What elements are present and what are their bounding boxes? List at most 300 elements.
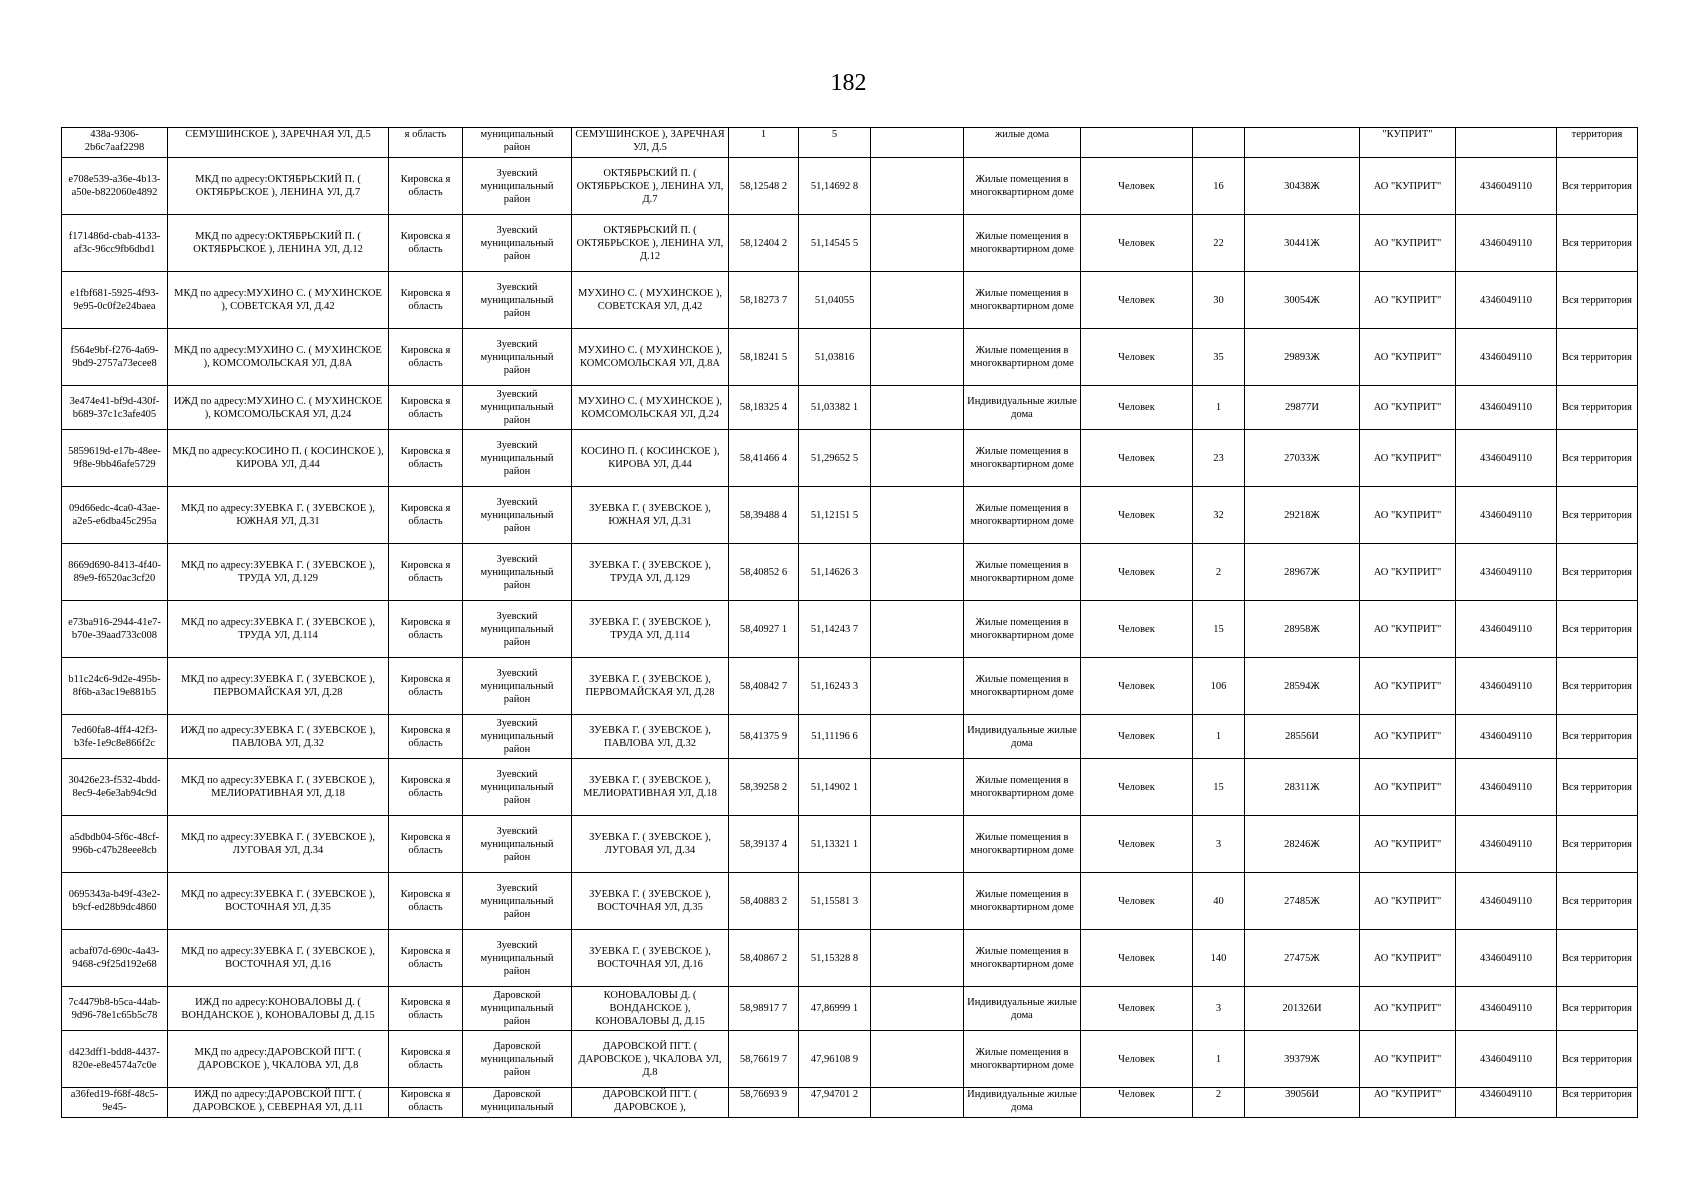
cell-lon: 47,86999 1: [799, 987, 871, 1031]
cell-address: МКД по адресу:МУХИНО С. ( МУХИНСКОЕ ), КОМСОМОЛЬСКАЯ УЛ, Д.8А: [168, 329, 389, 386]
cell-type: Жилые помещения в многоквартирном доме: [964, 658, 1081, 715]
cell-id: e73ba916-2944-41e7-b70e-39aad733c008: [62, 601, 168, 658]
cell-id: a5dbdb04-5f6c-48cf-996b-c47b28eee8cb: [62, 816, 168, 873]
cell-lat: 58,40852 6: [729, 544, 799, 601]
cell-region: Кировска я область: [389, 1031, 463, 1088]
cell-location: ЗУЕВКА Г. ( ЗУЕВСКОЕ ), ВОСТОЧНАЯ УЛ, Д.35: [572, 873, 729, 930]
cell-inn: 4346049110: [1456, 930, 1557, 987]
cell-district: Зуевский муниципальный район: [463, 272, 572, 329]
table-row: [62, 487, 1638, 544]
cell-unit: Человек: [1081, 816, 1193, 873]
cell-location: ЗУЕВКА Г. ( ЗУЕВСКОЕ ), ЮЖНАЯ УЛ, Д.31: [572, 487, 729, 544]
cell-address: МКД по адресу:ЗУЕВКА Г. ( ЗУЕВСКОЕ ), ТРУДА УЛ, Д.114: [168, 601, 389, 658]
cell-location: ЗУЕВКА Г. ( ЗУЕВСКОЕ ), МЕЛИОРАТИВНАЯ УЛ, Д.18: [572, 759, 729, 816]
cell-district: Зуевский муниципальный район: [463, 158, 572, 215]
cell-region: Кировска я область: [389, 272, 463, 329]
cell-code: 30441Ж: [1245, 215, 1360, 272]
cell-lon: 51,14626 3: [799, 544, 871, 601]
cell-lon: 5: [799, 128, 871, 158]
cell-id: 09d66edc-4ca0-43ae-a2e5-e6dba45c295a: [62, 487, 168, 544]
cell-id: 7c4479b8-b5ca-44ab-9d96-78e1c65b5c78: [62, 987, 168, 1031]
cell-type: Жилые помещения в многоквартирном доме: [964, 215, 1081, 272]
cell-id: e708e539-a36e-4b13-a50e-b822060e4892: [62, 158, 168, 215]
cell-unit: Человек: [1081, 386, 1193, 430]
cell-location: КОНОВАЛОВЫ Д. ( ВОНДАНСКОЕ ), КОНОВАЛОВЫ Д, Д.15: [572, 987, 729, 1031]
cell-region: Кировска я область: [389, 1088, 463, 1118]
cell-org: АО "КУПРИТ": [1360, 930, 1456, 987]
cell-id: b11c24c6-9d2e-495b-8f6b-a3ac19e881b5: [62, 658, 168, 715]
cell-territory: Вся территория: [1557, 158, 1638, 215]
cell-org: АО "КУПРИТ": [1360, 873, 1456, 930]
table-row: [62, 715, 1638, 759]
cell-blank: [871, 658, 964, 715]
cell-lon: 51,14902 1: [799, 759, 871, 816]
cell-lon: 51,14243 7: [799, 601, 871, 658]
cell-region: я область: [389, 128, 463, 158]
cell-region: Кировска я область: [389, 930, 463, 987]
cell-inn: 4346049110: [1456, 1088, 1557, 1118]
table-row: [62, 930, 1638, 987]
cell-unit: Человек: [1081, 930, 1193, 987]
cell-org: АО "КУПРИТ": [1360, 158, 1456, 215]
cell-inn: 4346049110: [1456, 759, 1557, 816]
cell-blank: [871, 128, 964, 158]
cell-count: 30: [1193, 272, 1245, 329]
cell-lat: 58,18325 4: [729, 386, 799, 430]
cell-region: Кировска я область: [389, 759, 463, 816]
cell-district: Зуевский муниципальный район: [463, 386, 572, 430]
cell-inn: 4346049110: [1456, 544, 1557, 601]
cell-count: 35: [1193, 329, 1245, 386]
cell-inn: 4346049110: [1456, 272, 1557, 329]
cell-blank: [871, 272, 964, 329]
cell-region: Кировска я область: [389, 430, 463, 487]
cell-count: 2: [1193, 1088, 1245, 1118]
cell-org: АО "КУПРИТ": [1360, 601, 1456, 658]
cell-blank: [871, 873, 964, 930]
table-row: [62, 430, 1638, 487]
cell-location: ДАРОВСКОЙ ПГТ. ( ДАРОВСКОЕ ), ЧКАЛОВА УЛ, Д.8: [572, 1031, 729, 1088]
cell-unit: Человек: [1081, 272, 1193, 329]
cell-location: ЗУЕВКА Г. ( ЗУЕВСКОЕ ), ТРУДА УЛ, Д.114: [572, 601, 729, 658]
page-number: 182: [830, 70, 867, 96]
cell-district: Даровской муниципальный район: [463, 1031, 572, 1088]
cell-type: Жилые помещения в многоквартирном доме: [964, 329, 1081, 386]
cell-territory: Вся территория: [1557, 487, 1638, 544]
cell-region: Кировска я область: [389, 386, 463, 430]
cell-lon: 51,15581 3: [799, 873, 871, 930]
cell-id: f564e9bf-f276-4a69-9bd9-2757a73ecee8: [62, 329, 168, 386]
cell-district: Зуевский муниципальный район: [463, 759, 572, 816]
cell-address: МКД по адресу:ОКТЯБРЬСКИЙ П. ( ОКТЯБРЬСКОЕ ), ЛЕНИНА УЛ, Д.12: [168, 215, 389, 272]
cell-lat: 58,41375 9: [729, 715, 799, 759]
cell-type: Жилые помещения в многоквартирном доме: [964, 873, 1081, 930]
cell-inn: 4346049110: [1456, 215, 1557, 272]
cell-lat: 58,39258 2: [729, 759, 799, 816]
cell-type: Жилые помещения в многоквартирном доме: [964, 158, 1081, 215]
cell-address: ИЖД по адресу:МУХИНО С. ( МУХИНСКОЕ ), КОМСОМОЛЬСКАЯ УЛ, Д.24: [168, 386, 389, 430]
cell-lat: 58,98917 7: [729, 987, 799, 1031]
cell-district: Зуевский муниципальный район: [463, 816, 572, 873]
cell-count: 106: [1193, 658, 1245, 715]
cell-unit: Человек: [1081, 215, 1193, 272]
cell-district: Зуевский муниципальный район: [463, 487, 572, 544]
cell-type: Индивидуальные жилые дома: [964, 987, 1081, 1031]
cell-blank: [871, 987, 964, 1031]
cell-inn: [1456, 128, 1557, 158]
cell-count: 40: [1193, 873, 1245, 930]
cell-type: Жилые помещения в многоквартирном доме: [964, 544, 1081, 601]
cell-territory: Вся территория: [1557, 601, 1638, 658]
cell-blank: [871, 1031, 964, 1088]
table-row: [62, 601, 1638, 658]
cell-territory: Вся территория: [1557, 987, 1638, 1031]
cell-unit: Человек: [1081, 873, 1193, 930]
cell-id: 7ed60fa8-4ff4-42f3-b3fe-1e9c8e866f2c: [62, 715, 168, 759]
cell-code: 27033Ж: [1245, 430, 1360, 487]
cell-inn: 4346049110: [1456, 487, 1557, 544]
cell-location: СЕМУШИНСКОЕ ), ЗАРЕЧНАЯ УЛ, Д.5: [572, 128, 729, 158]
cell-id: 30426e23-f532-4bdd-8ec9-4e6e3ab94c9d: [62, 759, 168, 816]
cell-org: АО "КУПРИТ": [1360, 487, 1456, 544]
cell-lat: 58,39137 4: [729, 816, 799, 873]
cell-blank: [871, 329, 964, 386]
cell-id: 5859619d-e17b-48ee-9f8e-9bb46afe5729: [62, 430, 168, 487]
cell-district: Зуевский муниципальный район: [463, 215, 572, 272]
cell-blank: [871, 487, 964, 544]
cell-location: ЗУЕВКА Г. ( ЗУЕВСКОЕ ), ЛУГОВАЯ УЛ, Д.34: [572, 816, 729, 873]
cell-type: Жилые помещения в многоквартирном доме: [964, 272, 1081, 329]
cell-district: Даровской муниципальный район: [463, 987, 572, 1031]
cell-lon: 51,03382 1: [799, 386, 871, 430]
cell-address: МКД по адресу:КОСИНО П. ( КОСИНСКОЕ ), КИРОВА УЛ, Д.44: [168, 430, 389, 487]
table-row: [62, 873, 1638, 930]
table-row: [62, 329, 1638, 386]
cell-territory: Вся территория: [1557, 386, 1638, 430]
cell-territory: Вся территория: [1557, 1031, 1638, 1088]
cell-org: АО "КУПРИТ": [1360, 386, 1456, 430]
cell-code: 39056И: [1245, 1088, 1360, 1118]
cell-region: Кировска я область: [389, 816, 463, 873]
table-row: [62, 987, 1638, 1031]
cell-blank: [871, 158, 964, 215]
cell-address: МКД по адресу:ЗУЕВКА Г. ( ЗУЕВСКОЕ ), ЛУГОВАЯ УЛ, Д.34: [168, 816, 389, 873]
cell-lat: 58,39488 4: [729, 487, 799, 544]
cell-territory: Вся территория: [1557, 759, 1638, 816]
cell-lon: 47,96108 9: [799, 1031, 871, 1088]
cell-org: АО "КУПРИТ": [1360, 544, 1456, 601]
cell-code: 28311Ж: [1245, 759, 1360, 816]
cell-org: АО "КУПРИТ": [1360, 759, 1456, 816]
cell-address: МКД по адресу:ДАРОВСКОЙ ПГТ. ( ДАРОВСКОЕ ), ЧКАЛОВА УЛ, Д.8: [168, 1031, 389, 1088]
table-body: [62, 128, 1638, 1118]
cell-lat: 58,18273 7: [729, 272, 799, 329]
cell-code: [1245, 128, 1360, 158]
cell-org: АО "КУПРИТ": [1360, 430, 1456, 487]
cell-region: Кировска я область: [389, 987, 463, 1031]
cell-org: АО "КУПРИТ": [1360, 329, 1456, 386]
table-row: [62, 386, 1638, 430]
cell-code: 28958Ж: [1245, 601, 1360, 658]
cell-count: 32: [1193, 487, 1245, 544]
cell-territory: Вся территория: [1557, 1088, 1638, 1118]
cell-address: МКД по адресу:ЗУЕВКА Г. ( ЗУЕВСКОЕ ), ВОСТОЧНАЯ УЛ, Д.35: [168, 873, 389, 930]
cell-blank: [871, 386, 964, 430]
cell-count: 15: [1193, 759, 1245, 816]
cell-inn: 4346049110: [1456, 158, 1557, 215]
cell-lat: 58,76619 7: [729, 1031, 799, 1088]
cell-code: 30054Ж: [1245, 272, 1360, 329]
cell-id: e1fbf681-5925-4f93-9e95-0c0f2e24baea: [62, 272, 168, 329]
cell-lon: 51,14545 5: [799, 215, 871, 272]
cell-blank: [871, 601, 964, 658]
cell-region: Кировска я область: [389, 544, 463, 601]
cell-territory: Вся территория: [1557, 873, 1638, 930]
cell-district: Зуевский муниципальный район: [463, 329, 572, 386]
cell-address: СЕМУШИНСКОЕ ), ЗАРЕЧНАЯ УЛ, Д.5: [168, 128, 389, 158]
cell-territory: Вся территория: [1557, 544, 1638, 601]
cell-blank: [871, 816, 964, 873]
cell-count: 3: [1193, 816, 1245, 873]
cell-lon: 51,03816: [799, 329, 871, 386]
table-row: [62, 1088, 1638, 1118]
cell-type: Жилые помещения в многоквартирном доме: [964, 430, 1081, 487]
cell-id: acbaf07d-690c-4a43-9468-c9f25d192e68: [62, 930, 168, 987]
cell-lon: 51,16243 3: [799, 658, 871, 715]
cell-id: f171486d-cbab-4133-af3c-96cc9fb6dbd1: [62, 215, 168, 272]
cell-lat: 1: [729, 128, 799, 158]
cell-address: МКД по адресу:ЗУЕВКА Г. ( ЗУЕВСКОЕ ), МЕЛИОРАТИВНАЯ УЛ, Д.18: [168, 759, 389, 816]
cell-region: Кировска я область: [389, 158, 463, 215]
cell-count: [1193, 128, 1245, 158]
cell-unit: Человек: [1081, 544, 1193, 601]
cell-count: 3: [1193, 987, 1245, 1031]
cell-territory: Вся территория: [1557, 658, 1638, 715]
cell-location: КОСИНО П. ( КОСИНСКОЕ ), КИРОВА УЛ, Д.44: [572, 430, 729, 487]
cell-org: АО "КУПРИТ": [1360, 987, 1456, 1031]
cell-blank: [871, 930, 964, 987]
cell-address: МКД по адресу:ОКТЯБРЬСКИЙ П. ( ОКТЯБРЬСКОЕ ), ЛЕНИНА УЛ, Д.7: [168, 158, 389, 215]
cell-district: Зуевский муниципальный район: [463, 430, 572, 487]
cell-type: Жилые помещения в многоквартирном доме: [964, 930, 1081, 987]
cell-type: Индивидуальные жилые дома: [964, 715, 1081, 759]
cell-type: Жилые помещения в многоквартирном доме: [964, 487, 1081, 544]
cell-id: a36fed19-f68f-48c5-9e45-: [62, 1088, 168, 1118]
cell-lon: 51,12151 5: [799, 487, 871, 544]
cell-unit: Человек: [1081, 158, 1193, 215]
cell-type: Жилые помещения в многоквартирном доме: [964, 816, 1081, 873]
cell-org: АО "КУПРИТ": [1360, 658, 1456, 715]
cell-org: "КУПРИТ": [1360, 128, 1456, 158]
cell-region: Кировска я область: [389, 601, 463, 658]
cell-unit: Человек: [1081, 487, 1193, 544]
cell-address: МКД по адресу:МУХИНО С. ( МУХИНСКОЕ ), СОВЕТСКАЯ УЛ, Д.42: [168, 272, 389, 329]
cell-code: 27485Ж: [1245, 873, 1360, 930]
cell-lon: 51,14692 8: [799, 158, 871, 215]
cell-lat: 58,40883 2: [729, 873, 799, 930]
cell-lat: 58,40927 1: [729, 601, 799, 658]
cell-code: 29893Ж: [1245, 329, 1360, 386]
table-row: [62, 158, 1638, 215]
cell-inn: 4346049110: [1456, 601, 1557, 658]
cell-blank: [871, 544, 964, 601]
cell-code: 29218Ж: [1245, 487, 1360, 544]
table-row: [62, 215, 1638, 272]
cell-org: АО "КУПРИТ": [1360, 215, 1456, 272]
cell-location: ЗУЕВКА Г. ( ЗУЕВСКОЕ ), ВОСТОЧНАЯ УЛ, Д.16: [572, 930, 729, 987]
cell-type: Индивидуальные жилые дома: [964, 1088, 1081, 1118]
table-row: [62, 544, 1638, 601]
cell-inn: 4346049110: [1456, 873, 1557, 930]
cell-region: Кировска я область: [389, 215, 463, 272]
cell-type: Индивидуальные жилые дома: [964, 386, 1081, 430]
cell-territory: Вся территория: [1557, 930, 1638, 987]
cell-address: МКД по адресу:ЗУЕВКА Г. ( ЗУЕВСКОЕ ), ПЕРВОМАЙСКАЯ УЛ, Д.28: [168, 658, 389, 715]
cell-code: 27475Ж: [1245, 930, 1360, 987]
cell-district: Зуевский муниципальный район: [463, 873, 572, 930]
cell-region: Кировска я область: [389, 873, 463, 930]
cell-location: ДАРОВСКОЙ ПГТ. ( ДАРОВСКОЕ ),: [572, 1088, 729, 1118]
cell-inn: 4346049110: [1456, 658, 1557, 715]
cell-code: 30438Ж: [1245, 158, 1360, 215]
cell-address: ИЖД по адресу:ЗУЕВКА Г. ( ЗУЕВСКОЕ ), ПАВЛОВА УЛ, Д.32: [168, 715, 389, 759]
cell-lon: 51,04055: [799, 272, 871, 329]
cell-type: Жилые помещения в многоквартирном доме: [964, 601, 1081, 658]
cell-count: 1: [1193, 1031, 1245, 1088]
cell-unit: Человек: [1081, 601, 1193, 658]
cell-location: МУХИНО С. ( МУХИНСКОЕ ), КОМСОМОЛЬСКАЯ УЛ, Д.24: [572, 386, 729, 430]
cell-unit: Человек: [1081, 1088, 1193, 1118]
cell-inn: 4346049110: [1456, 987, 1557, 1031]
cell-inn: 4346049110: [1456, 1031, 1557, 1088]
cell-count: 22: [1193, 215, 1245, 272]
cell-location: ЗУЕВКА Г. ( ЗУЕВСКОЕ ), ПЕРВОМАЙСКАЯ УЛ, Д.28: [572, 658, 729, 715]
cell-blank: [871, 430, 964, 487]
cell-org: АО "КУПРИТ": [1360, 272, 1456, 329]
cell-inn: 4346049110: [1456, 816, 1557, 873]
cell-address: МКД по адресу:ЗУЕВКА Г. ( ЗУЕВСКОЕ ), ЮЖНАЯ УЛ, Д.31: [168, 487, 389, 544]
cell-location: ОКТЯБРЬСКИЙ П. ( ОКТЯБРЬСКОЕ ), ЛЕНИНА УЛ, Д.12: [572, 215, 729, 272]
cell-territory: Вся территория: [1557, 430, 1638, 487]
cell-lat: 58,76693 9: [729, 1088, 799, 1118]
cell-lon: 51,13321 1: [799, 816, 871, 873]
table-row: [62, 128, 1638, 158]
cell-type: жилые дома: [964, 128, 1081, 158]
cell-lat: 58,41466 4: [729, 430, 799, 487]
cell-district: Зуевский муниципальный район: [463, 930, 572, 987]
cell-location: МУХИНО С. ( МУХИНСКОЕ ), СОВЕТСКАЯ УЛ, Д.42: [572, 272, 729, 329]
cell-count: 140: [1193, 930, 1245, 987]
cell-region: Кировска я область: [389, 658, 463, 715]
cell-code: 29877И: [1245, 386, 1360, 430]
cell-location: ЗУЕВКА Г. ( ЗУЕВСКОЕ ), ТРУДА УЛ, Д.129: [572, 544, 729, 601]
cell-location: МУХИНО С. ( МУХИНСКОЕ ), КОМСОМОЛЬСКАЯ УЛ, Д.8А: [572, 329, 729, 386]
cell-territory: Вся территория: [1557, 715, 1638, 759]
cell-org: АО "КУПРИТ": [1360, 1088, 1456, 1118]
cell-location: ЗУЕВКА Г. ( ЗУЕВСКОЕ ), ПАВЛОВА УЛ, Д.32: [572, 715, 729, 759]
table-row: [62, 658, 1638, 715]
cell-code: 28556И: [1245, 715, 1360, 759]
cell-org: АО "КУПРИТ": [1360, 715, 1456, 759]
cell-lat: 58,12548 2: [729, 158, 799, 215]
cell-district: Даровской муниципальный: [463, 1088, 572, 1118]
cell-count: 2: [1193, 544, 1245, 601]
table-row: [62, 272, 1638, 329]
cell-inn: 4346049110: [1456, 715, 1557, 759]
cell-territory: Вся территория: [1557, 272, 1638, 329]
cell-district: Зуевский муниципальный район: [463, 601, 572, 658]
cell-id: 0695343a-b49f-43e2-b9cf-ed28b9dc4860: [62, 873, 168, 930]
cell-unit: Человек: [1081, 759, 1193, 816]
cell-lon: 51,15328 8: [799, 930, 871, 987]
cell-code: 28967Ж: [1245, 544, 1360, 601]
cell-address: ИЖД по адресу:ДАРОВСКОЙ ПГТ. ( ДАРОВСКОЕ ), СЕВЕРНАЯ УЛ, Д.11: [168, 1088, 389, 1118]
cell-count: 16: [1193, 158, 1245, 215]
cell-territory: Вся территория: [1557, 329, 1638, 386]
cell-count: 15: [1193, 601, 1245, 658]
cell-id: 438a-9306-2b6c7aaf2298: [62, 128, 168, 158]
cell-unit: Человек: [1081, 715, 1193, 759]
table-row: [62, 1031, 1638, 1088]
cell-district: Зуевский муниципальный район: [463, 658, 572, 715]
table-row: [62, 759, 1638, 816]
cell-address: МКД по адресу:ЗУЕВКА Г. ( ЗУЕВСКОЕ ), ТРУДА УЛ, Д.129: [168, 544, 389, 601]
cell-address: МКД по адресу:ЗУЕВКА Г. ( ЗУЕВСКОЕ ), ВОСТОЧНАЯ УЛ, Д.16: [168, 930, 389, 987]
table-row: [62, 816, 1638, 873]
cell-id: 3e474e41-bf9d-430f-b689-37c1c3afe405: [62, 386, 168, 430]
cell-id: d423dff1-bdd8-4437-820e-e8e4574a7c0e: [62, 1031, 168, 1088]
cell-lon: 51,11196 6: [799, 715, 871, 759]
cell-count: 1: [1193, 715, 1245, 759]
cell-territory: Вся территория: [1557, 215, 1638, 272]
cell-blank: [871, 759, 964, 816]
cell-territory: Вся территория: [1557, 816, 1638, 873]
cell-region: Кировска я область: [389, 715, 463, 759]
cell-territory: территория: [1557, 128, 1638, 158]
cell-inn: 4346049110: [1456, 430, 1557, 487]
cell-org: АО "КУПРИТ": [1360, 816, 1456, 873]
cell-code: 28246Ж: [1245, 816, 1360, 873]
cell-count: 1: [1193, 386, 1245, 430]
cell-district: муниципальный район: [463, 128, 572, 158]
cell-code: 201326И: [1245, 987, 1360, 1031]
cell-unit: Человек: [1081, 430, 1193, 487]
cell-code: 28594Ж: [1245, 658, 1360, 715]
cell-blank: [871, 215, 964, 272]
cell-unit: Человек: [1081, 658, 1193, 715]
cell-unit: Человек: [1081, 329, 1193, 386]
cell-district: Зуевский муниципальный район: [463, 715, 572, 759]
cell-lon: 47,94701 2: [799, 1088, 871, 1118]
cell-type: Жилые помещения в многоквартирном доме: [964, 759, 1081, 816]
cell-org: АО "КУПРИТ": [1360, 1031, 1456, 1088]
cell-blank: [871, 715, 964, 759]
cell-lat: 58,40867 2: [729, 930, 799, 987]
cell-id: 8669d690-8413-4f40-89e9-f6520ac3cf20: [62, 544, 168, 601]
cell-location: ОКТЯБРЬСКИЙ П. ( ОКТЯБРЬСКОЕ ), ЛЕНИНА УЛ, Д.7: [572, 158, 729, 215]
cell-count: 23: [1193, 430, 1245, 487]
cell-lon: 51,29652 5: [799, 430, 871, 487]
cell-region: Кировска я область: [389, 329, 463, 386]
cell-unit: Человек: [1081, 1031, 1193, 1088]
cell-district: Зуевский муниципальный район: [463, 544, 572, 601]
cell-lat: 58,12404 2: [729, 215, 799, 272]
cell-code: 39379Ж: [1245, 1031, 1360, 1088]
cell-lat: 58,18241 5: [729, 329, 799, 386]
cell-unit: Человек: [1081, 987, 1193, 1031]
cell-inn: 4346049110: [1456, 329, 1557, 386]
cell-address: ИЖД по адресу:КОНОВАЛОВЫ Д. ( ВОНДАНСКОЕ ), КОНОВАЛОВЫ Д, Д.15: [168, 987, 389, 1031]
